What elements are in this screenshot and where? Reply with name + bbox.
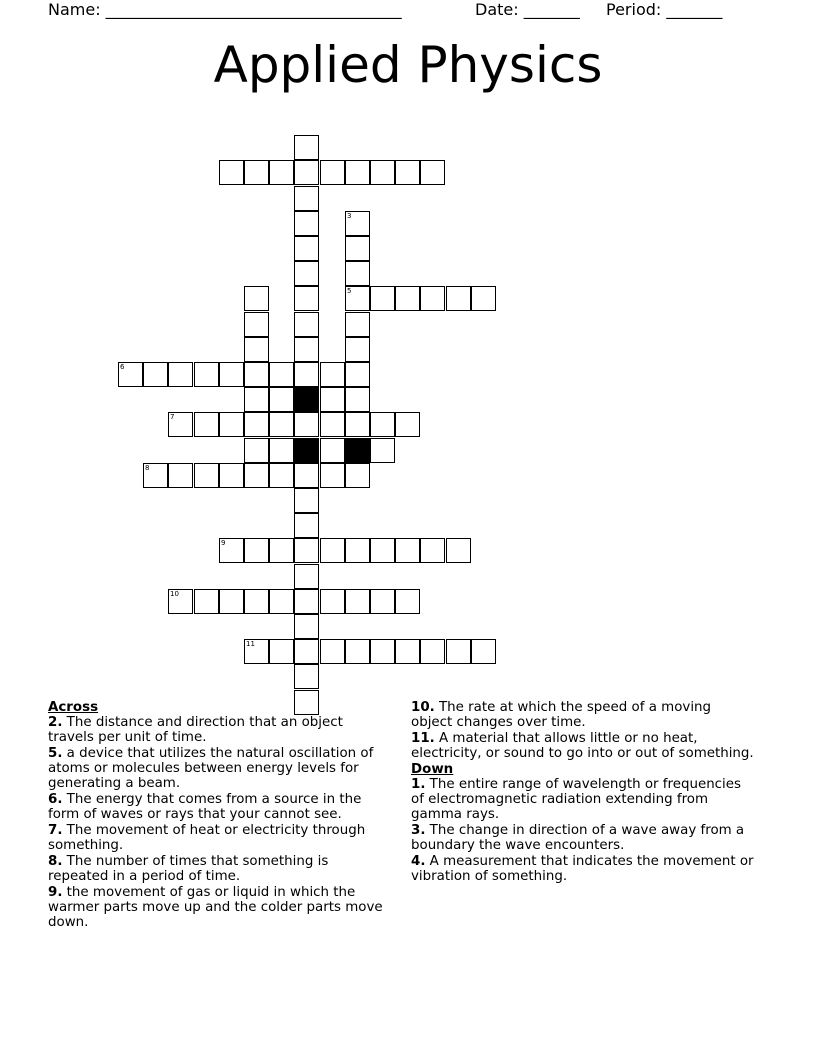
grid-cell[interactable] [244, 538, 269, 563]
grid-cell[interactable] [345, 160, 370, 185]
grid-cell[interactable] [294, 664, 319, 689]
clue-number: 5 [347, 287, 352, 295]
grid-cell[interactable] [370, 589, 395, 614]
grid-cell[interactable] [345, 211, 370, 236]
grid-cell[interactable] [345, 362, 370, 387]
grid-cell[interactable] [294, 614, 319, 639]
grid-cell[interactable] [244, 387, 269, 412]
grid-cell[interactable] [219, 463, 244, 488]
clue-number: 10 [170, 590, 179, 598]
grid-cell[interactable] [294, 412, 319, 437]
clue-number: 8 [145, 464, 150, 472]
blocked-cell [294, 438, 319, 463]
grid-cell[interactable] [320, 589, 345, 614]
grid-cell[interactable] [168, 589, 193, 614]
grid-cell[interactable] [370, 160, 395, 185]
grid-cell[interactable] [345, 463, 370, 488]
grid-cell[interactable] [294, 513, 319, 538]
page-title: Applied Physics [213, 36, 603, 94]
across-clue: 8. The number of times that something is repeated in a period of time. [48, 854, 329, 884]
grid-cell[interactable] [320, 463, 345, 488]
grid-cell[interactable] [294, 312, 319, 337]
clue-number: 7 [170, 413, 175, 421]
grid-cell[interactable] [269, 160, 294, 185]
grid-cell[interactable] [244, 286, 269, 311]
grid-cell[interactable] [345, 387, 370, 412]
grid-cell[interactable] [345, 261, 370, 286]
down-clue: 4. A measurement that indicates the movement or vibration of something. [411, 854, 754, 884]
grid-cell[interactable] [345, 236, 370, 261]
grid-cell[interactable] [395, 639, 420, 664]
across-clue: 7. The movement of heat or electricity through something. [48, 823, 366, 853]
grid-cell[interactable] [446, 286, 471, 311]
grid-cell[interactable] [446, 538, 471, 563]
grid-cell[interactable] [244, 160, 269, 185]
grid-cell[interactable] [294, 639, 319, 664]
grid-cell[interactable] [294, 286, 319, 311]
grid-cell[interactable] [320, 639, 345, 664]
grid-cell[interactable] [294, 362, 319, 387]
period-label: Period: _______ [606, 0, 723, 19]
across-clue: 10. The rate at which the speed of a moving object changes over time. [411, 700, 712, 730]
grid-cell[interactable] [143, 463, 168, 488]
grid-cell[interactable] [294, 236, 319, 261]
grid-cell[interactable] [345, 286, 370, 311]
date-label: Date: _______ [475, 0, 580, 19]
grid-cell[interactable] [395, 538, 420, 563]
across-heading: Across [48, 700, 99, 715]
grid-cell[interactable] [345, 639, 370, 664]
grid-cell[interactable] [244, 362, 269, 387]
grid-cell[interactable] [320, 438, 345, 463]
clue-number: 6 [120, 363, 125, 371]
grid-cell[interactable] [244, 639, 269, 664]
clue-number: 3 [347, 212, 352, 220]
across-clue: 9. the movement of gas or liquid in which the warmer parts move up and the colder parts move down. [48, 885, 383, 930]
grid-cell[interactable] [345, 412, 370, 437]
grid-cell[interactable] [294, 589, 319, 614]
clues-right-column [411, 700, 756, 885]
grid-cell[interactable] [370, 438, 395, 463]
grid-cell[interactable] [294, 564, 319, 589]
grid-cell[interactable] [269, 589, 294, 614]
grid-cell[interactable] [420, 286, 445, 311]
grid-cell[interactable] [143, 362, 168, 387]
grid-cell[interactable] [244, 412, 269, 437]
grid-cell[interactable] [320, 538, 345, 563]
grid-cell[interactable] [219, 362, 244, 387]
grid-cell[interactable] [244, 438, 269, 463]
name-label: Name: _____________________________________ [48, 0, 402, 19]
grid-cell[interactable] [244, 463, 269, 488]
clue-number: 11 [246, 640, 255, 648]
grid-cell[interactable] [269, 538, 294, 563]
grid-cell[interactable] [294, 337, 319, 362]
grid-cell[interactable] [294, 463, 319, 488]
grid-cell[interactable] [219, 412, 244, 437]
grid-cell[interactable] [294, 488, 319, 513]
grid-cell[interactable] [395, 589, 420, 614]
grid-cell[interactable] [244, 312, 269, 337]
grid-cell[interactable] [370, 538, 395, 563]
clue-number: 9 [221, 539, 226, 547]
grid-cell[interactable] [294, 160, 319, 185]
grid-cell[interactable] [345, 312, 370, 337]
blocked-cell [345, 438, 370, 463]
grid-cell[interactable] [244, 337, 269, 362]
grid-cell[interactable] [269, 412, 294, 437]
grid-cell[interactable] [269, 362, 294, 387]
grid-cell[interactable] [345, 538, 370, 563]
grid-cell[interactable] [471, 639, 496, 664]
grid-cell[interactable] [168, 463, 193, 488]
grid-cell[interactable] [219, 160, 244, 185]
grid-cell[interactable] [194, 589, 219, 614]
grid-cell[interactable] [194, 412, 219, 437]
grid-cell[interactable] [269, 639, 294, 664]
grid-cell[interactable] [395, 160, 420, 185]
grid-cell[interactable] [420, 160, 445, 185]
grid-cell[interactable] [345, 337, 370, 362]
grid-cell[interactable] [395, 412, 420, 437]
grid-cell[interactable] [294, 211, 319, 236]
grid-cell[interactable] [320, 160, 345, 185]
blocked-cell [294, 387, 319, 412]
down-clue: 1. The entire range of wavelength or frequencies of electromagnetic radiation extending from gamma rays. [411, 777, 741, 822]
grid-cell[interactable] [294, 261, 319, 286]
grid-cell[interactable] [294, 135, 319, 160]
grid-cell[interactable] [320, 412, 345, 437]
grid-cell[interactable] [269, 438, 294, 463]
grid-cell[interactable] [294, 538, 319, 563]
grid-cell[interactable] [219, 589, 244, 614]
grid-cell[interactable] [370, 286, 395, 311]
grid-cell[interactable] [420, 538, 445, 563]
down-clue: 3. The change in direction of a wave away from a boundary the wave encounters. [411, 823, 745, 853]
grid-cell[interactable] [370, 639, 395, 664]
grid-cell[interactable] [244, 589, 269, 614]
grid-cell[interactable] [269, 387, 294, 412]
grid-cell[interactable] [420, 639, 445, 664]
grid-cell[interactable] [320, 362, 345, 387]
down-heading: Down [411, 762, 454, 777]
grid-cell[interactable] [168, 362, 193, 387]
grid-cell[interactable] [269, 463, 294, 488]
across-clue: 11. A material that allows little or no heat, electricity, or sound to go into or out of something. [411, 731, 754, 761]
grid-cell[interactable] [194, 362, 219, 387]
grid-cell[interactable] [320, 387, 345, 412]
grid-cell[interactable] [471, 286, 496, 311]
grid-cell[interactable] [395, 286, 420, 311]
grid-cell[interactable] [219, 538, 244, 563]
across-clue: 5. a device that utilizes the natural oscillation of atoms or molecules between energy levels for generating a beam. [48, 746, 374, 791]
grid-cell[interactable] [168, 412, 193, 437]
across-clue: 2. The distance and direction that an object travels per unit of time. [48, 715, 343, 745]
clues-left-column [48, 700, 388, 931]
grid-cell[interactable] [370, 412, 395, 437]
grid-cell[interactable] [194, 463, 219, 488]
grid-cell[interactable] [294, 186, 319, 211]
grid-cell[interactable] [345, 589, 370, 614]
grid-cell[interactable] [118, 362, 143, 387]
across-clue: 6. The energy that comes from a source in the form of waves or rays that your cannot see. [48, 792, 362, 822]
grid-cell[interactable] [446, 639, 471, 664]
